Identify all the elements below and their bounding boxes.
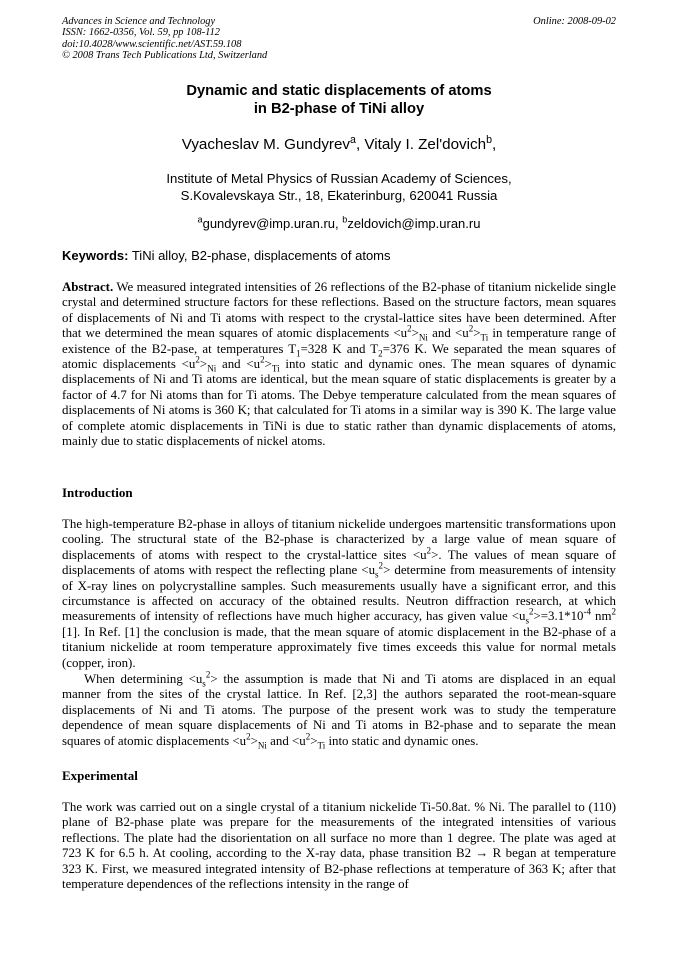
superscript: 2 [407,323,412,334]
body-text: > [310,733,318,748]
introduction-paragraph-2 [62,669,617,751]
abstract-text: and <u [427,326,469,341]
author-1-affil-mark: a [350,133,356,146]
body-text: into static and dynamic ones. [325,733,479,748]
superscript: 2 [205,669,211,680]
title-line-2: in B2-phase of TiNi alloy [253,101,425,117]
subscript: 2 [378,348,383,359]
subscript: s [525,616,529,627]
affiliation [0,170,678,204]
body-text: When determining <u [84,672,203,686]
author-2: Vitaly I. Zel'dovich [364,136,487,153]
body-text: > [250,733,258,748]
abstract-text: and <u [216,357,261,372]
superscript: 2 [468,323,474,334]
introduction-paragraph-1 [62,517,616,671]
superscript: -4 [583,607,592,618]
affiliation-line-1: Institute of Metal Physics of Russian Academy of Sciences, [166,171,512,186]
abstract-text: > [411,326,419,341]
section-heading-experimental: Experimental [62,768,138,783]
superscript: 2 [246,731,251,742]
author-emails [0,216,678,231]
body-text: nm [591,609,612,624]
author-1: Vyacheslav M. Gundyrev [181,136,351,153]
email-b[interactable]: zeldovich@imp.uran.ru [347,216,481,231]
superscript: 2 [305,731,311,742]
abstract-text: > [473,326,481,341]
subscript: Ni [207,363,217,374]
body-text: >=3.1*10 [533,609,584,624]
author-separator: , [355,136,365,153]
section-heading-introduction: Introduction [62,485,133,500]
author-list [0,133,678,153]
abstract-label: Abstract. [62,280,114,294]
author-end: , [491,136,497,153]
subscript: s [375,569,379,580]
body-text: The high-temperature B2-phase in alloys of titanium nickelide undergoes martensitic transformations upon cooling. The structural state of the B2-phase is characterized by a large value of mean square of displacements of atoms with respect to the crystal-lattice sites <u [62,517,616,562]
superscript: 2 [528,607,534,618]
abstract-text: We measured integrated intensities of 26 reflections of the B2-phase of titanium nickelide single crystal and determined structure factors for these reflections. Based on the structure factors, mean squares of displacements of Ni and Ti atoms with respect to the crystal-lattice sites have been determined. After that we determined the mean squares of atomic displacements <u [62,280,616,341]
subscript: Ni [418,332,428,343]
abstract-text: =328 K and T [300,341,379,356]
experimental-paragraph-1: The work was carried out on a single crystal of a titanium nickelide Ti-50.8at. % Ni. The parallel to (110) plane of B2-phase plate was prepare for the measurements of the integrated intensities of various reflections. The plate had the disorientation on all surface no more than 1 degree. The plate was aged at 723 K for 6.5 h. At cooling, according to the X-ray data, phase transition B2 → R began at temperature 323 K. First, we measured integrated intensity of B2-phase reflections at temperature of 363 K; after that temperature dependences of the reflections intensity in the range of [62,800,616,892]
running-header [62,16,616,61]
abstract-text: > [264,357,272,372]
superscript: 2 [611,607,616,618]
body-text: and <u [266,733,306,748]
email-b-mark: b [342,214,348,225]
keywords-label: Keywords: [62,248,129,263]
abstract-text: > [199,357,208,372]
superscript: 2 [260,354,265,365]
superscript: 2 [426,545,432,556]
subscript: Ti [271,363,280,374]
author-2-affil-mark: b [486,133,492,146]
keywords-text: TiNi alloy, B2-phase, displacements of atoms [128,248,391,263]
email-a-mark: a [197,214,203,225]
affiliation-line-2: S.Kovalevskaya Str., 18, Ekaterinburg, 620041 Russia [180,188,498,203]
subscript: Ti [480,332,489,343]
paper-title [0,82,678,118]
abstract-text: in temperature range of existence of the B2-pase, at temperatures T [62,326,616,356]
body-text: [1]. In Ref. [1] the conclusion is made, that the mean square of atomic displacement in the B2-phase of a titanium nickelide at room temperature approximately five times exceeds this value for normal metals (copper, iron). [62,624,616,670]
superscript: 2 [378,560,384,571]
keywords [62,248,616,263]
issn-line: ISSN: 1662-0356, Vol. 59, pp 108-112 [62,27,220,39]
subscript: 1 [296,348,301,359]
abstract-text: into static and dynamic ones. The mean squares of dynamic displacements of Ni and Ti atoms are identical, but the mean square of static displacements is greater by a factor of 4.7 for Ni atoms than for Ti atoms. The Debye temperature calculated from the mean squares of displacements of Ni atoms is 360 K; that calculated for Ti atoms in a similar way is 390 K. The large value of complete atomic displacements in TiNi is due to static rather than dynamic displacements of atoms, mainly due to static displacements of nickel atoms. [62,357,617,449]
subscript: s [202,678,206,689]
online-date: Online: 2008-09-02 [533,16,616,27]
superscript: 2 [195,354,200,365]
subscript: Ni [257,740,267,751]
journal-name: Advances in Science and Technology [62,16,216,27]
title-line-1: Dynamic and static displacements of atoms [186,83,492,99]
body-text: > the assumption is made that Ni and Ti atoms are displaced in an equal manner from the sites of the crystal lattice. In Ref. [2,3] the authors separated the root-mean-square displacements of Ni and Ti atoms. The purpose of the present work was to study the temperature dependence of mean square displacements of Ni and Ti atoms in B2-phase and to separate the mean squares of atomic displacements <u [62,672,617,748]
body-text: >. The values of mean square of displacements of atoms with respect the reflecting plane <u [62,547,617,578]
abstract-text: =376 K. We separated the mean squares of atomic displacements <u [62,341,616,372]
email-a[interactable]: gundyrev@imp.uran.ru, [202,216,343,231]
copyright-line: © 2008 Trans Tech Publications Ltd, Switzerland [62,49,268,61]
doi-line: doi:10.4028/www.scientific.net/AST.59.108 [62,38,242,50]
abstract [62,280,616,449]
subscript: Ti [317,740,326,751]
body-text: > determine from measurements of intensity of X-ray lines on polycrystalline samples. Such measurements usually have a significant error, and this circumstance is affected on accuracy of the obtained results. Neutron diffraction research, at which measurements of intensity of reflections have much higher accuracy, has given value <u [62,563,616,624]
